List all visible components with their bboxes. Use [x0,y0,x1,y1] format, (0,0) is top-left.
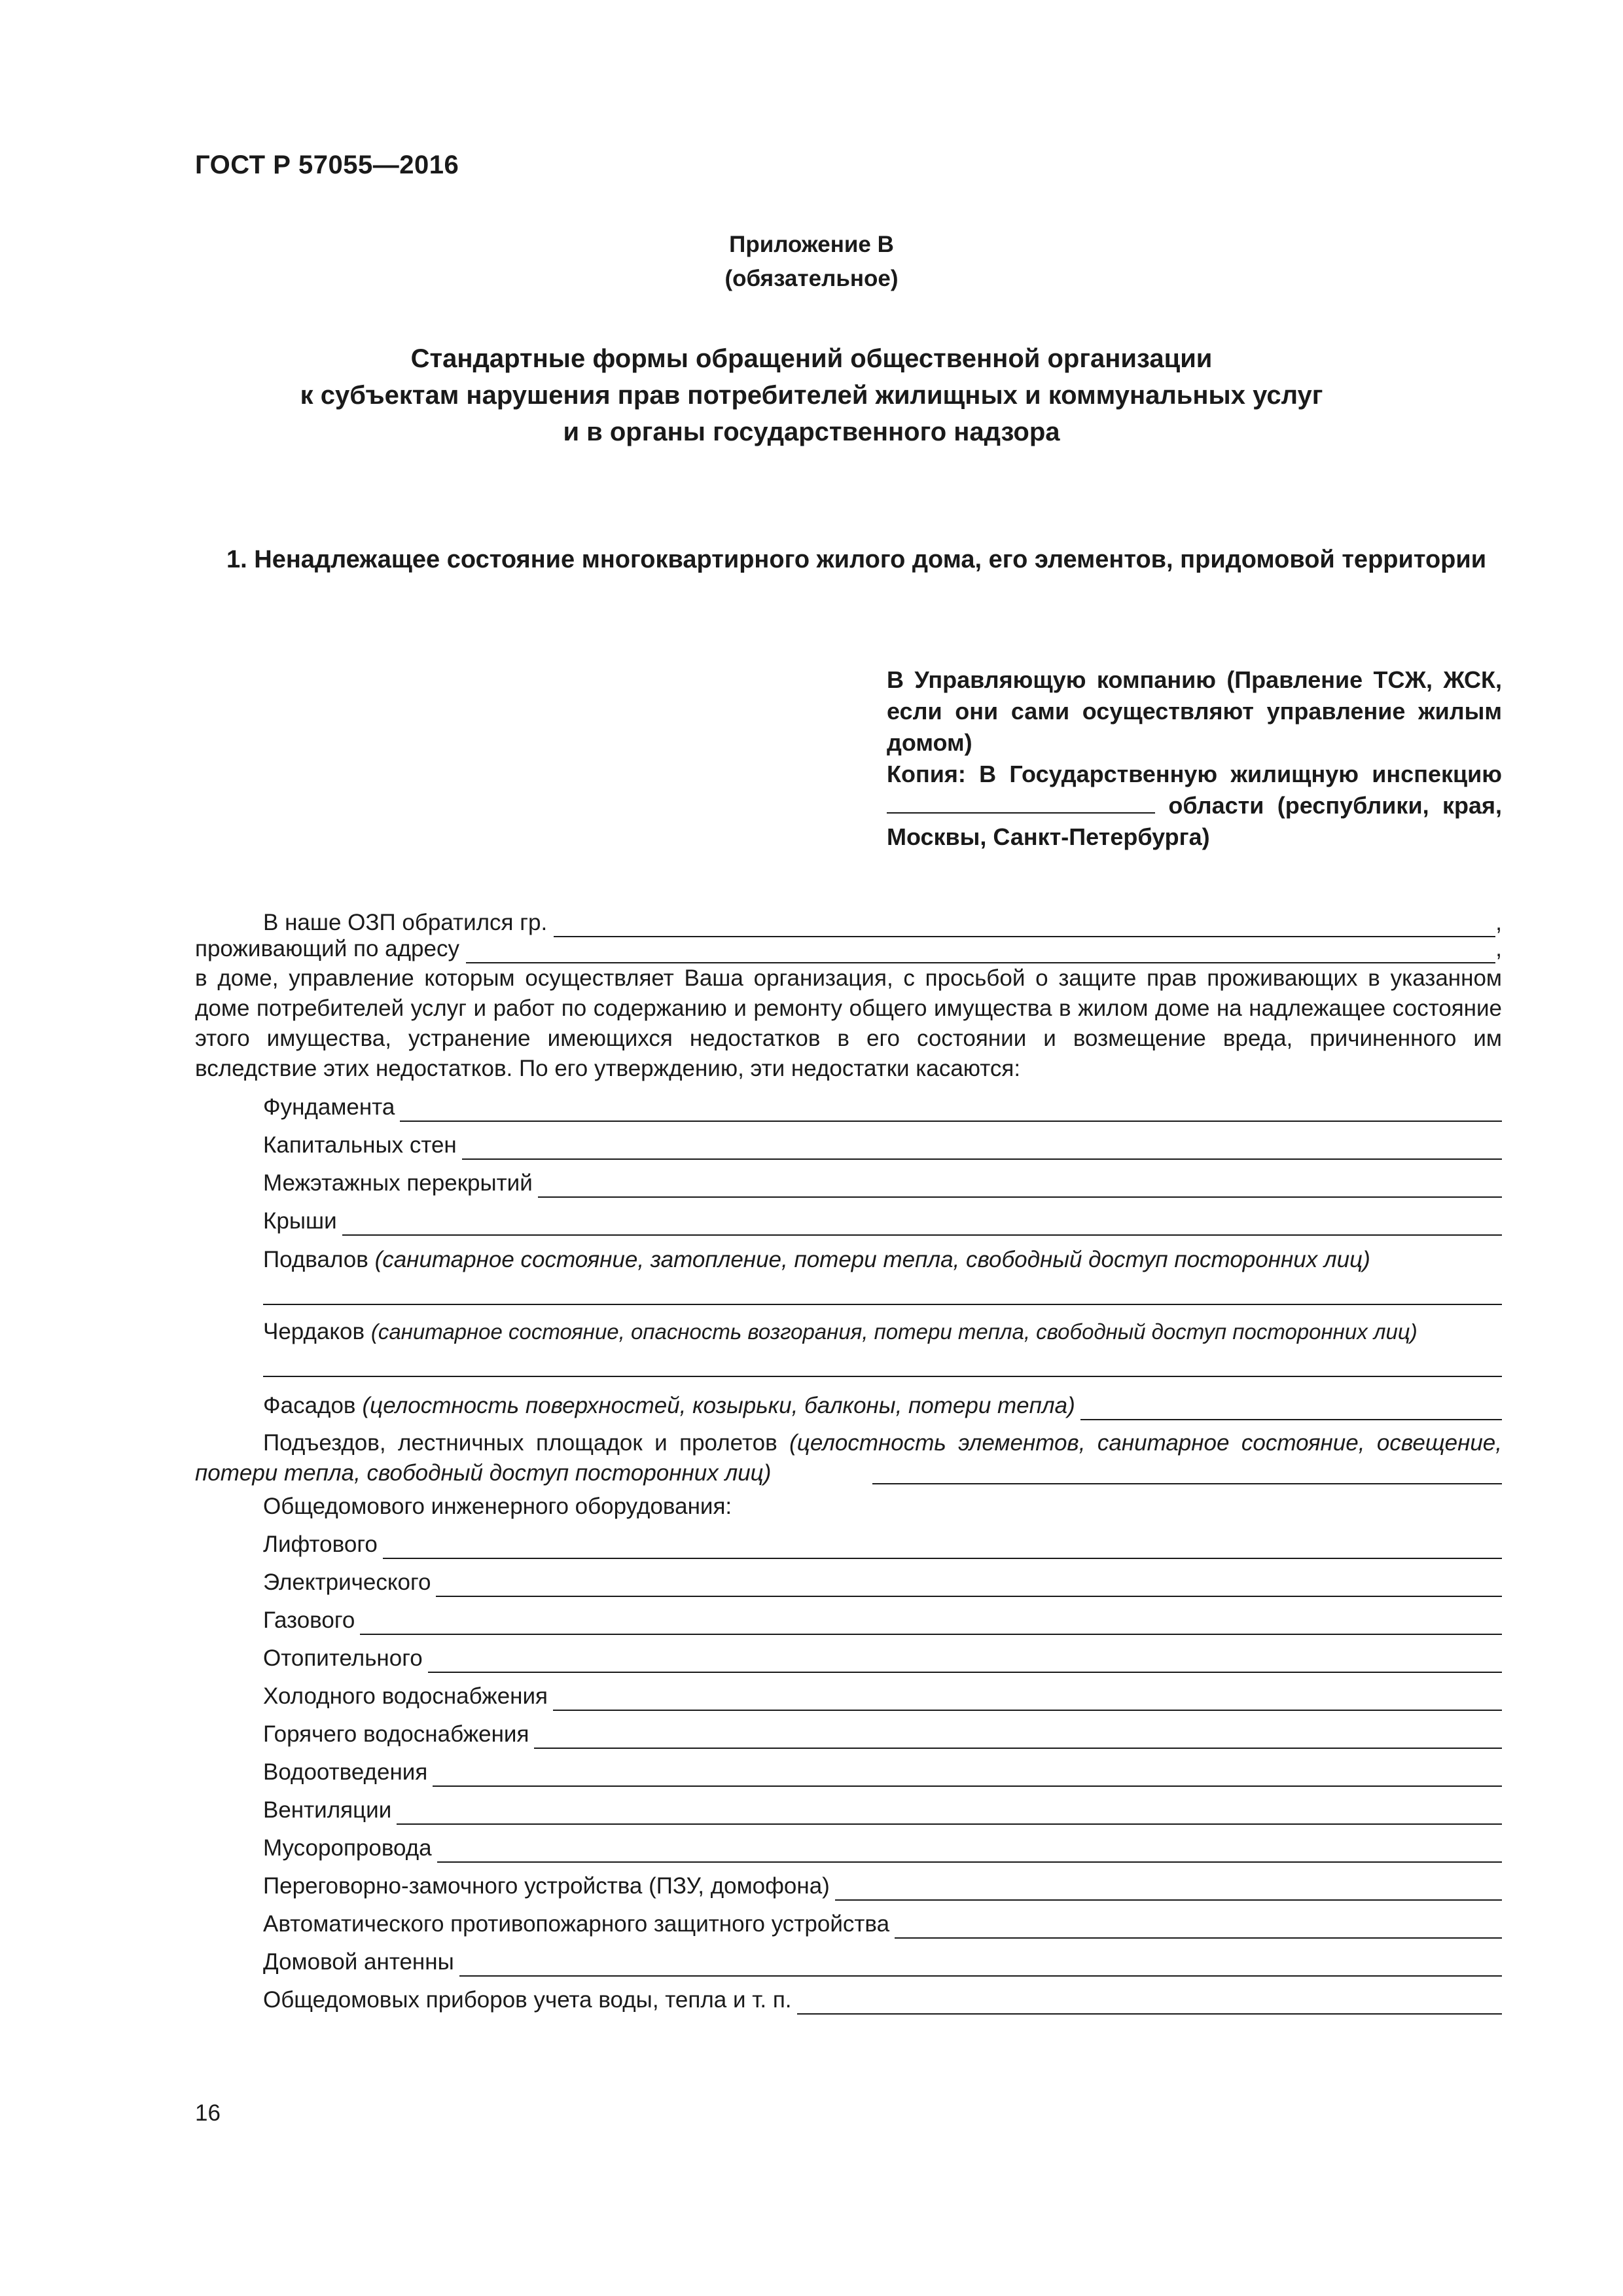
comma: , [1495,936,1502,962]
defect-field[interactable] [400,1101,1502,1122]
addressee-block [887,664,1502,853]
defect-row-facades [263,1382,1502,1420]
defect-row-roof [263,1198,1502,1236]
address-field[interactable] [466,942,1495,963]
title-line-1: Стандартные формы обращений общественной организации [410,344,1213,373]
equipment-row [263,1635,1502,1673]
defect-row-attics [263,1317,1502,1347]
title-line-3: и в органы государственного надзора [563,418,1060,446]
section-heading: 1. Ненадлежащее состояние многоквартирного жилого дома, его элементов, придомовой территории [226,546,1487,573]
equipment-field[interactable] [397,1804,1502,1825]
equipment-row [263,1521,1502,1559]
address-row [195,937,1502,963]
equipment-field[interactable] [895,1918,1502,1939]
equipment-field[interactable] [436,1576,1502,1597]
defect-label: Крыши [263,1208,337,1234]
equipment-label: Электрического [263,1570,431,1596]
equipment-label: Холодного водоснабжения [263,1683,548,1710]
equipment-label: Переговорно-замочного устройства (ПЗУ, домофона) [263,1873,830,1899]
applicant-label: В наше ОЗП обратился гр. [263,910,548,936]
equipment-field[interactable] [428,1652,1502,1673]
defect-note: (целостность элементов, санитарное состояние, освещение, потери тепла, свободный доступ посторонних лиц) [195,1430,1502,1486]
defect-label: Подвалов [263,1247,368,1272]
equipment-row [263,1863,1502,1901]
equipment-field[interactable] [383,1538,1502,1559]
equipment-label: Общедомовых приборов учета воды, тепла и т. п. [263,1987,792,2013]
applicant-row [195,907,1502,937]
equipment-field[interactable] [437,1842,1502,1863]
region-blank-field[interactable] [887,791,1155,814]
equipment-label: Вентиляции [263,1797,392,1823]
equipment-row [263,1977,1502,2015]
defect-label: Подъездов, лестничных площадок и пролетов [263,1430,777,1456]
equipment-list [195,1488,1502,2015]
defect-field[interactable] [1080,1399,1502,1420]
equipment-field[interactable] [835,1880,1502,1901]
defect-label: Фундамента [263,1094,395,1121]
defect-note: (санитарное состояние, затопление, потери тепла, свободный доступ посторонних лиц) [374,1247,1370,1272]
equipment-label: Отопительного [263,1645,423,1672]
equipment-label: Газового [263,1607,355,1634]
document-title [0,340,1623,450]
equipment-heading: Общедомового инженерного оборудования: [263,1494,732,1520]
equipment-row [263,1787,1502,1825]
document-header: ГОСТ Р 57055—2016 [195,151,459,179]
defect-note: (санитарное состояние, опасность возгорания, потери тепла, свободный доступ посторонних лиц) [370,1319,1418,1344]
defect-row-walls [263,1122,1502,1160]
address-label: проживающий по адресу [195,936,459,962]
equipment-row [263,1559,1502,1597]
copy-prefix: Копия: В Государственную жилищную инспекцию [887,761,1502,787]
equipment-row [263,1749,1502,1787]
equipment-field[interactable] [433,1766,1502,1787]
defect-note: (целостность поверхностей, козырьки, балконы, потери тепла) [362,1393,1075,1419]
defect-label: Межэтажных перекрытий [263,1170,533,1196]
equipment-field[interactable] [797,1994,1503,2015]
equipment-field[interactable] [553,1690,1502,1711]
equipment-row [263,1939,1502,1977]
defect-row-basements [263,1245,1502,1275]
equipment-label: Горячего водоснабжения [263,1721,529,1748]
basements-field[interactable] [263,1275,1502,1305]
equipment-field[interactable] [360,1614,1502,1635]
equipment-label: Лифтового [263,1532,378,1558]
equipment-row [263,1673,1502,1711]
equipment-row [263,1711,1502,1749]
equipment-label: Домовой антенны [263,1949,454,1975]
equipment-label: Водоотведения [263,1759,428,1785]
equipment-label: Автоматического противопожарного защитного устройства [263,1911,890,1937]
equipment-row [263,1901,1502,1939]
intro-paragraph: в доме, управление которым осуществляет Ваша организация, с просьбой о защите прав проживающих в указанном доме потребителей услуг и работ по содержанию и ремонту общего имущества в жилом доме на надлежащее состояние этого имущества, устранение имеющихся недостатков в его состоянии и возмещение вреда, причиненного им вследствие этих недостатков. По его утверждению, эти недостатки касаются: [195,965,1502,1081]
entrances-field[interactable] [872,1482,1502,1484]
copy-suffix: области (республики, края, Москвы, Санкт-Петербурга) [887,792,1502,850]
equipment-row [263,1825,1502,1863]
defect-row-floors [263,1160,1502,1198]
defect-field[interactable] [462,1139,1502,1160]
equipment-label: Мусоропровода [263,1835,432,1861]
appendix-label: Приложение В [729,232,894,257]
defect-row-entrances [195,1420,1502,1488]
defect-label: Капитальных стен [263,1132,457,1158]
equipment-field[interactable] [534,1728,1502,1749]
defect-label: Фасадов [263,1393,356,1419]
defect-field[interactable] [342,1215,1502,1236]
applicant-name-field[interactable] [554,916,1495,937]
equipment-field[interactable] [459,1956,1502,1977]
comma: , [1495,910,1502,936]
attics-field[interactable] [263,1347,1502,1377]
form-body [195,907,1502,2015]
addressee-main: В Управляющую компанию (Правление ТСЖ, ЖСК, если они сами осуществляют управление жилым домом) [887,666,1502,756]
page-number: 16 [195,2100,221,2126]
appendix-block [0,228,1623,296]
appendix-status: (обязательное) [724,266,899,291]
equipment-row [263,1597,1502,1635]
addressee-copy [887,759,1502,853]
defect-field[interactable] [538,1177,1502,1198]
defects-list [195,1084,1502,1420]
title-line-2: к субъектам нарушения прав потребителей жилищных и коммунальных услуг [300,381,1323,410]
defect-label: Чердаков [263,1319,365,1344]
defect-row-foundation [263,1084,1502,1122]
